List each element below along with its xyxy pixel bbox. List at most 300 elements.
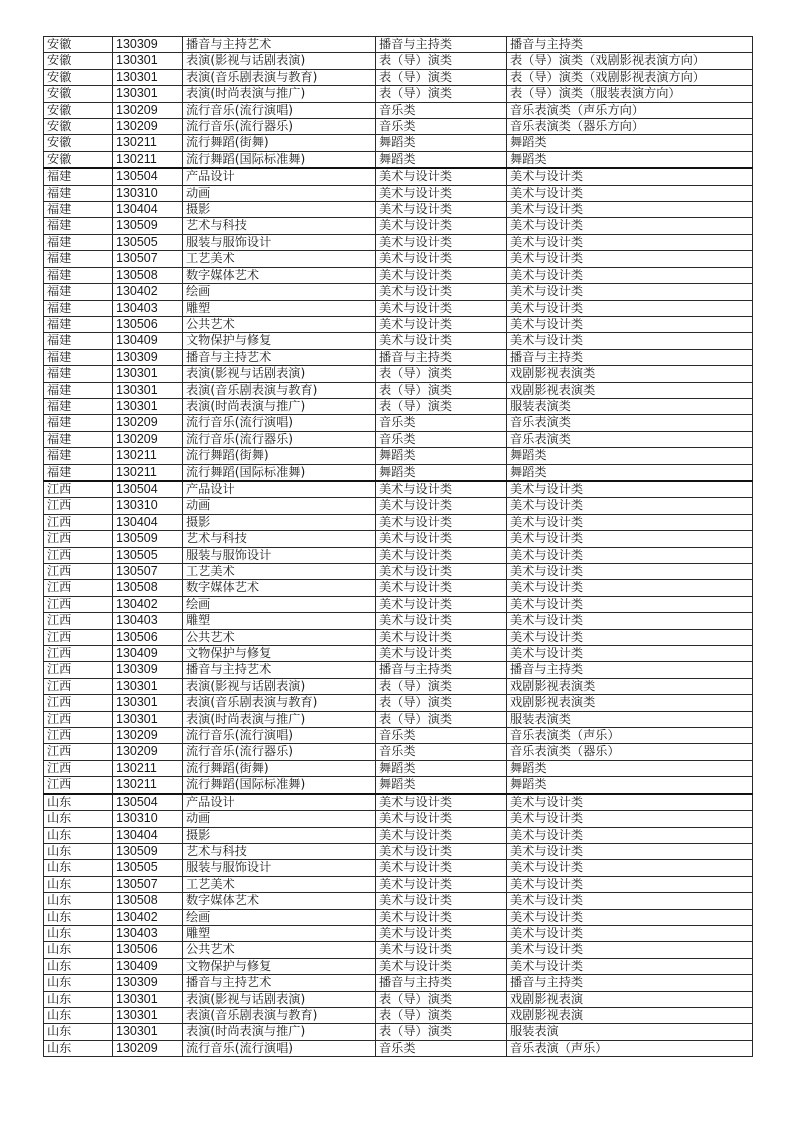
major-name-cell: 数字媒体艺术 xyxy=(183,580,376,596)
province-cell: 江西 xyxy=(44,678,113,694)
art-category-cell: 舞蹈类 xyxy=(507,777,753,794)
province-cell: 江西 xyxy=(44,531,113,547)
table-row xyxy=(44,629,753,645)
table-row xyxy=(44,185,753,201)
table-row xyxy=(44,102,753,118)
exam-category-cell: 美术与设计类 xyxy=(376,218,507,234)
table-row xyxy=(44,69,753,85)
province-cell: 江西 xyxy=(44,580,113,596)
art-category-cell: 美术与设计类 xyxy=(507,564,753,580)
table-row xyxy=(44,514,753,530)
major-code-cell: 130211 xyxy=(113,464,183,481)
major-name-cell: 表演(影视与话剧表演) xyxy=(183,991,376,1007)
major-code-cell: 130301 xyxy=(113,382,183,398)
major-name-cell: 产品设计 xyxy=(183,168,376,185)
table-row xyxy=(44,316,753,332)
table-row xyxy=(44,151,753,168)
exam-category-cell: 音乐类 xyxy=(376,415,507,431)
art-category-cell: 美术与设计类 xyxy=(507,514,753,530)
major-name-cell: 产品设计 xyxy=(183,481,376,498)
art-category-cell: 美术与设计类 xyxy=(507,811,753,827)
exam-category-cell: 美术与设计类 xyxy=(376,646,507,662)
province-cell: 江西 xyxy=(44,564,113,580)
major-code-cell: 130506 xyxy=(113,942,183,958)
province-cell: 福建 xyxy=(44,431,113,447)
table-row xyxy=(44,300,753,316)
table-row xyxy=(44,398,753,414)
exam-category-cell: 表（导）演类 xyxy=(376,711,507,727)
art-category-cell: 服装表演 xyxy=(507,1024,753,1040)
major-name-cell: 服装与服饰设计 xyxy=(183,547,376,563)
major-code-cell: 130301 xyxy=(113,991,183,1007)
province-cell: 福建 xyxy=(44,185,113,201)
exam-category-cell: 表（导）演类 xyxy=(376,69,507,85)
table-row xyxy=(44,958,753,974)
major-name-cell: 表演(时尚表演与推广) xyxy=(183,1024,376,1040)
major-name-cell: 艺术与科技 xyxy=(183,843,376,859)
major-code-cell: 130409 xyxy=(113,333,183,349)
art-category-cell: 表（导）演类（戏剧影视表演方向） xyxy=(507,53,753,69)
major-code-cell: 130504 xyxy=(113,168,183,185)
province-cell: 山东 xyxy=(44,975,113,991)
table-row xyxy=(44,349,753,365)
exam-category-cell: 舞蹈类 xyxy=(376,464,507,481)
major-name-cell: 流行舞蹈(街舞) xyxy=(183,135,376,151)
art-category-cell: 美术与设计类 xyxy=(507,251,753,267)
art-category-cell: 美术与设计类 xyxy=(507,794,753,811)
table-row xyxy=(44,86,753,102)
major-name-cell: 公共艺术 xyxy=(183,316,376,332)
major-name-cell: 公共艺术 xyxy=(183,942,376,958)
art-category-cell: 戏剧影视表演 xyxy=(507,1007,753,1023)
major-code-cell: 130505 xyxy=(113,547,183,563)
exam-category-cell: 美术与设计类 xyxy=(376,909,507,925)
major-code-cell: 130403 xyxy=(113,613,183,629)
province-cell: 福建 xyxy=(44,349,113,365)
major-name-cell: 流行音乐(流行器乐) xyxy=(183,431,376,447)
art-category-cell: 美术与设计类 xyxy=(507,942,753,958)
art-category-cell: 播音与主持类 xyxy=(507,349,753,365)
province-cell: 山东 xyxy=(44,1007,113,1023)
exam-category-cell: 播音与主持类 xyxy=(376,37,507,53)
major-name-cell: 数字媒体艺术 xyxy=(183,893,376,909)
province-cell: 山东 xyxy=(44,1024,113,1040)
exam-category-cell: 美术与设计类 xyxy=(376,547,507,563)
province-cell: 江西 xyxy=(44,481,113,498)
major-name-cell: 表演(音乐剧表演与教育) xyxy=(183,69,376,85)
major-name-cell: 绘画 xyxy=(183,284,376,300)
province-cell: 福建 xyxy=(44,168,113,185)
art-category-cell: 美术与设计类 xyxy=(507,629,753,645)
major-code-cell: 130504 xyxy=(113,794,183,811)
exam-category-cell: 美术与设计类 xyxy=(376,234,507,250)
major-name-cell: 流行音乐(流行演唱) xyxy=(183,1040,376,1056)
province-cell: 山东 xyxy=(44,876,113,892)
exam-category-cell: 美术与设计类 xyxy=(376,811,507,827)
table-row xyxy=(44,498,753,514)
table-row xyxy=(44,942,753,958)
major-code-cell: 130211 xyxy=(113,151,183,168)
table-body xyxy=(44,37,753,1057)
province-cell: 江西 xyxy=(44,596,113,612)
major-name-cell: 流行舞蹈(国际标准舞) xyxy=(183,151,376,168)
exam-category-cell: 美术与设计类 xyxy=(376,893,507,909)
table-row xyxy=(44,975,753,991)
table-row xyxy=(44,596,753,612)
major-code-cell: 130309 xyxy=(113,349,183,365)
art-category-cell: 音乐表演类（器乐） xyxy=(507,744,753,760)
art-category-cell: 戏剧影视表演类 xyxy=(507,366,753,382)
table-row xyxy=(44,202,753,218)
major-code-cell: 130505 xyxy=(113,860,183,876)
art-category-cell: 美术与设计类 xyxy=(507,909,753,925)
major-mapping-table xyxy=(43,36,753,1057)
exam-category-cell: 表（导）演类 xyxy=(376,991,507,1007)
major-code-cell: 130505 xyxy=(113,234,183,250)
major-name-cell: 表演(音乐剧表演与教育) xyxy=(183,1007,376,1023)
major-name-cell: 播音与主持艺术 xyxy=(183,975,376,991)
major-code-cell: 130504 xyxy=(113,481,183,498)
province-cell: 福建 xyxy=(44,316,113,332)
exam-category-cell: 表（导）演类 xyxy=(376,695,507,711)
table-row xyxy=(44,728,753,744)
table-row xyxy=(44,662,753,678)
art-category-cell: 服装表演类 xyxy=(507,398,753,414)
major-name-cell: 动画 xyxy=(183,185,376,201)
major-code-cell: 130211 xyxy=(113,448,183,464)
major-code-cell: 130301 xyxy=(113,69,183,85)
major-code-cell: 130301 xyxy=(113,711,183,727)
table-row xyxy=(44,613,753,629)
major-code-cell: 130209 xyxy=(113,119,183,135)
major-name-cell: 摄影 xyxy=(183,827,376,843)
province-cell: 山东 xyxy=(44,843,113,859)
exam-category-cell: 表（导）演类 xyxy=(376,86,507,102)
major-code-cell: 130301 xyxy=(113,678,183,694)
art-category-cell: 美术与设计类 xyxy=(507,613,753,629)
table-row xyxy=(44,646,753,662)
art-category-cell: 美术与设计类 xyxy=(507,827,753,843)
table-row xyxy=(44,464,753,481)
major-code-cell: 130409 xyxy=(113,958,183,974)
exam-category-cell: 美术与设计类 xyxy=(376,300,507,316)
art-category-cell: 服装表演类 xyxy=(507,711,753,727)
table-row xyxy=(44,37,753,53)
major-code-cell: 130209 xyxy=(113,728,183,744)
province-cell: 安徽 xyxy=(44,37,113,53)
exam-category-cell: 美术与设计类 xyxy=(376,531,507,547)
major-name-cell: 表演(时尚表演与推广) xyxy=(183,711,376,727)
exam-category-cell: 舞蹈类 xyxy=(376,448,507,464)
table-row xyxy=(44,678,753,694)
province-cell: 福建 xyxy=(44,333,113,349)
major-code-cell: 130409 xyxy=(113,646,183,662)
major-code-cell: 130310 xyxy=(113,811,183,827)
major-name-cell: 绘画 xyxy=(183,596,376,612)
province-cell: 安徽 xyxy=(44,135,113,151)
province-cell: 山东 xyxy=(44,909,113,925)
art-category-cell: 舞蹈类 xyxy=(507,760,753,776)
province-cell: 山东 xyxy=(44,794,113,811)
major-code-cell: 130301 xyxy=(113,86,183,102)
table-row xyxy=(44,580,753,596)
art-category-cell: 美术与设计类 xyxy=(507,218,753,234)
exam-category-cell: 美术与设计类 xyxy=(376,629,507,645)
table-row xyxy=(44,991,753,1007)
major-code-cell: 130310 xyxy=(113,185,183,201)
province-cell: 安徽 xyxy=(44,69,113,85)
art-category-cell: 播音与主持类 xyxy=(507,37,753,53)
art-category-cell: 美术与设计类 xyxy=(507,300,753,316)
major-code-cell: 130209 xyxy=(113,431,183,447)
table-row xyxy=(44,811,753,827)
province-cell: 安徽 xyxy=(44,119,113,135)
major-name-cell: 播音与主持艺术 xyxy=(183,349,376,365)
exam-category-cell: 美术与设计类 xyxy=(376,168,507,185)
province-cell: 福建 xyxy=(44,251,113,267)
major-name-cell: 服装与服饰设计 xyxy=(183,234,376,250)
major-code-cell: 130507 xyxy=(113,564,183,580)
major-name-cell: 文物保护与修复 xyxy=(183,333,376,349)
province-cell: 福建 xyxy=(44,234,113,250)
major-code-cell: 130402 xyxy=(113,284,183,300)
exam-category-cell: 表（导）演类 xyxy=(376,382,507,398)
table-row xyxy=(44,1007,753,1023)
exam-category-cell: 美术与设计类 xyxy=(376,843,507,859)
province-cell: 福建 xyxy=(44,267,113,283)
table-row xyxy=(44,794,753,811)
major-name-cell: 表演(音乐剧表演与教育) xyxy=(183,695,376,711)
major-name-cell: 播音与主持艺术 xyxy=(183,37,376,53)
major-code-cell: 130309 xyxy=(113,662,183,678)
province-cell: 江西 xyxy=(44,711,113,727)
major-name-cell: 服装与服饰设计 xyxy=(183,860,376,876)
art-category-cell: 美术与设计类 xyxy=(507,284,753,300)
province-cell: 福建 xyxy=(44,300,113,316)
art-category-cell: 表（导）演类（服装表演方向） xyxy=(507,86,753,102)
art-category-cell: 美术与设计类 xyxy=(507,876,753,892)
table-row xyxy=(44,744,753,760)
major-code-cell: 130209 xyxy=(113,415,183,431)
exam-category-cell: 舞蹈类 xyxy=(376,151,507,168)
major-code-cell: 130506 xyxy=(113,629,183,645)
major-code-cell: 130403 xyxy=(113,300,183,316)
table-row xyxy=(44,1040,753,1056)
art-category-cell: 戏剧影视表演类 xyxy=(507,678,753,694)
province-cell: 福建 xyxy=(44,464,113,481)
major-name-cell: 工艺美术 xyxy=(183,564,376,580)
art-category-cell: 美术与设计类 xyxy=(507,646,753,662)
table-row xyxy=(44,827,753,843)
table-row xyxy=(44,218,753,234)
art-category-cell: 表（导）演类（戏剧影视表演方向） xyxy=(507,69,753,85)
major-name-cell: 雕塑 xyxy=(183,613,376,629)
major-code-cell: 130301 xyxy=(113,1007,183,1023)
exam-category-cell: 美术与设计类 xyxy=(376,284,507,300)
major-code-cell: 130403 xyxy=(113,925,183,941)
exam-category-cell: 美术与设计类 xyxy=(376,876,507,892)
major-name-cell: 流行舞蹈(街舞) xyxy=(183,448,376,464)
exam-category-cell: 音乐类 xyxy=(376,119,507,135)
province-cell: 福建 xyxy=(44,284,113,300)
exam-category-cell: 美术与设计类 xyxy=(376,481,507,498)
exam-category-cell: 舞蹈类 xyxy=(376,760,507,776)
province-cell: 山东 xyxy=(44,958,113,974)
exam-category-cell: 音乐类 xyxy=(376,431,507,447)
table-row xyxy=(44,366,753,382)
major-code-cell: 130301 xyxy=(113,53,183,69)
table-row xyxy=(44,251,753,267)
province-cell: 安徽 xyxy=(44,102,113,118)
art-category-cell: 戏剧影视表演 xyxy=(507,991,753,1007)
table-row xyxy=(44,909,753,925)
province-cell: 安徽 xyxy=(44,86,113,102)
exam-category-cell: 美术与设计类 xyxy=(376,613,507,629)
major-name-cell: 播音与主持艺术 xyxy=(183,662,376,678)
art-category-cell: 美术与设计类 xyxy=(507,893,753,909)
table-row xyxy=(44,481,753,498)
table-row xyxy=(44,333,753,349)
exam-category-cell: 美术与设计类 xyxy=(376,333,507,349)
province-cell: 福建 xyxy=(44,415,113,431)
art-category-cell: 美术与设计类 xyxy=(507,580,753,596)
province-cell: 江西 xyxy=(44,777,113,794)
table-row xyxy=(44,448,753,464)
major-name-cell: 流行舞蹈(街舞) xyxy=(183,760,376,776)
table-row xyxy=(44,695,753,711)
major-code-cell: 130404 xyxy=(113,514,183,530)
province-cell: 安徽 xyxy=(44,151,113,168)
province-cell: 福建 xyxy=(44,448,113,464)
art-category-cell: 美术与设计类 xyxy=(507,596,753,612)
province-cell: 山东 xyxy=(44,1040,113,1056)
art-category-cell: 美术与设计类 xyxy=(507,547,753,563)
art-category-cell: 美术与设计类 xyxy=(507,333,753,349)
table-row xyxy=(44,777,753,794)
art-category-cell: 美术与设计类 xyxy=(507,234,753,250)
major-name-cell: 数字媒体艺术 xyxy=(183,267,376,283)
exam-category-cell: 美术与设计类 xyxy=(376,251,507,267)
province-cell: 江西 xyxy=(44,629,113,645)
exam-category-cell: 舞蹈类 xyxy=(376,135,507,151)
major-code-cell: 130209 xyxy=(113,102,183,118)
table-row xyxy=(44,547,753,563)
major-name-cell: 流行音乐(流行演唱) xyxy=(183,728,376,744)
major-code-cell: 130211 xyxy=(113,777,183,794)
exam-category-cell: 播音与主持类 xyxy=(376,349,507,365)
exam-category-cell: 美术与设计类 xyxy=(376,202,507,218)
major-name-cell: 文物保护与修复 xyxy=(183,646,376,662)
exam-category-cell: 美术与设计类 xyxy=(376,564,507,580)
table-row xyxy=(44,893,753,909)
art-category-cell: 美术与设计类 xyxy=(507,168,753,185)
major-name-cell: 表演(时尚表演与推广) xyxy=(183,86,376,102)
major-code-cell: 130509 xyxy=(113,218,183,234)
table-row xyxy=(44,925,753,941)
major-code-cell: 130301 xyxy=(113,398,183,414)
exam-category-cell: 音乐类 xyxy=(376,1040,507,1056)
major-code-cell: 130301 xyxy=(113,366,183,382)
exam-category-cell: 音乐类 xyxy=(376,744,507,760)
art-category-cell: 美术与设计类 xyxy=(507,925,753,941)
exam-category-cell: 美术与设计类 xyxy=(376,185,507,201)
major-name-cell: 流行舞蹈(国际标准舞) xyxy=(183,464,376,481)
major-code-cell: 130309 xyxy=(113,975,183,991)
art-category-cell: 美术与设计类 xyxy=(507,860,753,876)
province-cell: 江西 xyxy=(44,613,113,629)
art-category-cell: 舞蹈类 xyxy=(507,151,753,168)
table-row xyxy=(44,1024,753,1040)
exam-category-cell: 美术与设计类 xyxy=(376,925,507,941)
exam-category-cell: 美术与设计类 xyxy=(376,580,507,596)
exam-category-cell: 美术与设计类 xyxy=(376,794,507,811)
major-table-sheet xyxy=(43,36,752,1057)
major-code-cell: 130211 xyxy=(113,760,183,776)
province-cell: 山东 xyxy=(44,860,113,876)
exam-category-cell: 播音与主持类 xyxy=(376,662,507,678)
exam-category-cell: 美术与设计类 xyxy=(376,267,507,283)
major-code-cell: 130508 xyxy=(113,267,183,283)
major-name-cell: 表演(时尚表演与推广) xyxy=(183,398,376,414)
exam-category-cell: 表（导）演类 xyxy=(376,366,507,382)
table-row xyxy=(44,119,753,135)
art-category-cell: 美术与设计类 xyxy=(507,481,753,498)
art-category-cell: 美术与设计类 xyxy=(507,202,753,218)
exam-category-cell: 播音与主持类 xyxy=(376,975,507,991)
major-code-cell: 130211 xyxy=(113,135,183,151)
province-cell: 江西 xyxy=(44,728,113,744)
art-category-cell: 舞蹈类 xyxy=(507,448,753,464)
art-category-cell: 戏剧影视表演类 xyxy=(507,695,753,711)
major-code-cell: 130209 xyxy=(113,744,183,760)
exam-category-cell: 表（导）演类 xyxy=(376,1007,507,1023)
province-cell: 山东 xyxy=(44,893,113,909)
major-name-cell: 公共艺术 xyxy=(183,629,376,645)
art-category-cell: 音乐表演类（声乐方向） xyxy=(507,102,753,118)
province-cell: 江西 xyxy=(44,695,113,711)
table-row xyxy=(44,234,753,250)
exam-category-cell: 美术与设计类 xyxy=(376,498,507,514)
art-category-cell: 播音与主持类 xyxy=(507,662,753,678)
province-cell: 江西 xyxy=(44,760,113,776)
major-name-cell: 雕塑 xyxy=(183,925,376,941)
province-cell: 山东 xyxy=(44,827,113,843)
art-category-cell: 舞蹈类 xyxy=(507,464,753,481)
art-category-cell: 美术与设计类 xyxy=(507,267,753,283)
major-name-cell: 艺术与科技 xyxy=(183,531,376,547)
table-row xyxy=(44,876,753,892)
table-row xyxy=(44,415,753,431)
major-code-cell: 130402 xyxy=(113,909,183,925)
major-name-cell: 工艺美术 xyxy=(183,876,376,892)
exam-category-cell: 美术与设计类 xyxy=(376,514,507,530)
major-code-cell: 130508 xyxy=(113,893,183,909)
art-category-cell: 美术与设计类 xyxy=(507,843,753,859)
table-row xyxy=(44,431,753,447)
province-cell: 山东 xyxy=(44,811,113,827)
exam-category-cell: 美术与设计类 xyxy=(376,827,507,843)
major-code-cell: 130507 xyxy=(113,876,183,892)
province-cell: 江西 xyxy=(44,662,113,678)
exam-category-cell: 美术与设计类 xyxy=(376,958,507,974)
major-name-cell: 摄影 xyxy=(183,202,376,218)
major-code-cell: 130507 xyxy=(113,251,183,267)
table-row xyxy=(44,135,753,151)
art-category-cell: 美术与设计类 xyxy=(507,498,753,514)
province-cell: 安徽 xyxy=(44,53,113,69)
table-row xyxy=(44,531,753,547)
major-code-cell: 130301 xyxy=(113,695,183,711)
